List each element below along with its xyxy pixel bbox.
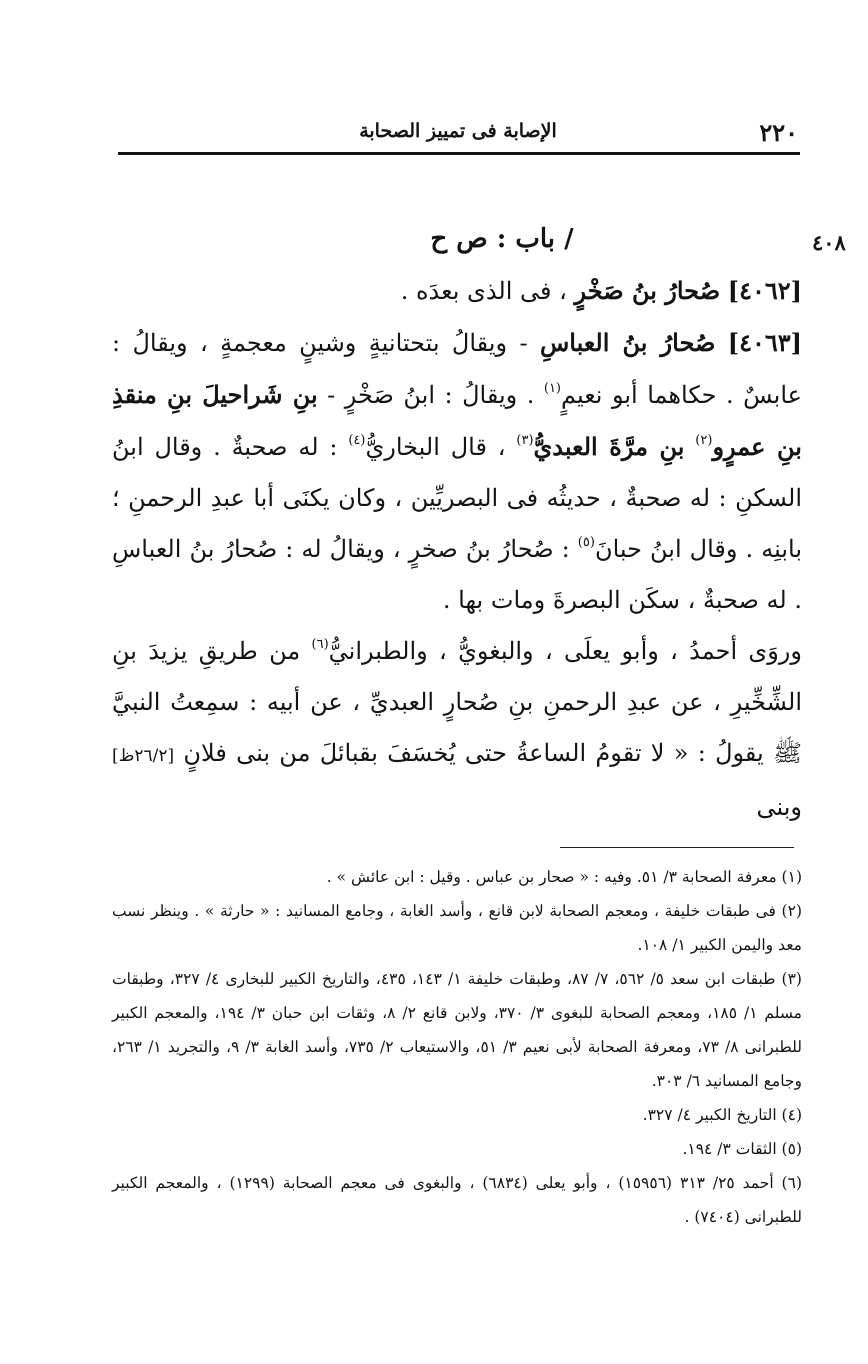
- footnote-4: (٤) التاريخ الكبير ٤/ ٣٢٧.: [642, 1106, 802, 1124]
- footnotes: [112, 860, 802, 1234]
- entry-text: ، فى الذى بعدَه .: [400, 277, 567, 305]
- entry-number: [٤٠٦٢]: [727, 276, 802, 305]
- entry-text: . ويقالُ : ابنُ صَخْرٍ -: [327, 381, 535, 409]
- footnote-rule: [560, 847, 794, 848]
- entry-name: صُحارُ بنُ صَخْرٍ: [574, 276, 721, 305]
- entry-text: من طريقِ يزيدَ بنِ الشِّخِّيرِ ، عن عبدِ الرحمنِ بنِ صُحارٍ العبديِّ ، عن أبيه : سمِعتُ النبيَّ ﷺ يقولُ : « لا تقومُ الساعةُ حتى يُخسَفَ بقبائلَ من بنى فلانٍ: [112, 637, 803, 767]
- lineage-name: بنِ شَراحيلَ بنِ منقذِ بنِ عمرٍو: [112, 380, 802, 461]
- footnote-6: (٦) أحمد ٢٥/ ٣١٣ (١٥٩٥٦) ، وأبو يعلى (٦٨٣٤) ، والبغوى فى معجم الصحابة (١٢٩٩) ، والمعجم الكبير للطبرانى (٧٤٠٤) .: [112, 1174, 802, 1226]
- entry-name: صُحارُ بنُ العباسِ: [539, 328, 716, 357]
- entry-text: : له صحبةٌ . وقال ابنُ السكنِ : له صحبةٌ ، حديثُه فى البصريِّين ، وكان يكنَى أبا عبدِ الرحمنِ ؛ بابنِه . وقال ابنُ حبانَ: [112, 433, 802, 563]
- running-title: الإصابة فى تمييز الصحابة: [359, 120, 557, 142]
- entry-number: [٤٠٦٣]: [727, 328, 802, 357]
- footnote-ref[interactable]: (٥): [577, 535, 595, 550]
- lineage-name: بنِ مرَّةَ العبديُّ: [533, 432, 685, 461]
- riwaya-paragraph: [112, 626, 802, 833]
- entry-text: وبنى: [756, 793, 802, 821]
- page-number: ٢٢٠: [759, 118, 798, 147]
- footnote-ref[interactable]: (٢): [695, 433, 713, 448]
- manuscript-ref: [٢٦/٢ظ]: [112, 746, 175, 766]
- footnote-3: (٣) طبقات ابن سعد ٥/ ٥٦٢، ٧/ ٨٧، وطبقات خليفة ١/ ١٤٣، ٤٣٥، والتاريخ الكبير للبخارى ٤/ ٣٢٧، وطبقات مسلم ١/ ١٨٥، ومعجم الصحابة للبغوى ٣/ ٣٧٠، ولابن قانع ٢/ ٨، وثقات ابن حبان ٣/ ١٩٤، والمعجم الكبير للطبرانى ٨/ ٧٣، ومعرفة الصحابة لأبى نعيم ٣/ ٥١، والاستيعاب ٢/ ٧٣٥، وأسد الغابة ٣/ ٩، والتجريد ١/ ٢٦٣، وجامع المسانيد ٦/ ٣٠٣.: [112, 970, 802, 1090]
- footnote-ref[interactable]: (٤): [348, 433, 366, 448]
- entry-4062: [112, 265, 802, 317]
- entry-text: - ويقالُ بتحتانيةٍ وشينٍ معجمةٍ ، ويقالُ : عابسٌ . حكاهما أبو نعيمٍ: [112, 329, 802, 409]
- page-header: [118, 112, 798, 152]
- footnote-5: (٥) الثقات ٣/ ١٩٤.: [682, 1140, 802, 1158]
- chapter-heading: / باب : ص ح: [430, 224, 574, 254]
- margin-note: ٤٠٨: [812, 230, 846, 255]
- entry-text: وروَى أحمدُ ، وأبو يعلَى ، والبغويُّ ، والطبرانيُّ: [328, 637, 802, 665]
- entry-4063: [112, 317, 802, 626]
- entry-text: ، قال البخاريُّ: [365, 433, 506, 461]
- footnote-2: (٢) فى طبقات خليفة ، ومعجم الصحابة لابن قانع ، وأسد الغابة ، وجامع المسانيد : « حارثة » . وينظر نسب معد واليمن الكبير ١/ ١٠٨.: [112, 902, 802, 954]
- footnote-ref[interactable]: (٣): [516, 433, 534, 448]
- main-text: [112, 214, 802, 833]
- footnote-ref[interactable]: (١): [543, 381, 561, 396]
- footnote-ref[interactable]: (٦): [311, 637, 329, 652]
- footnote-1: (١) معرفة الصحابة ٣/ ٥١. وفيه : « صحار بن عباس . وقيل : ابن عائش » .: [326, 868, 802, 886]
- header-rule: [118, 152, 800, 155]
- entry-text: : صُحارُ بنُ صخرٍ ، ويقالُ له : صُحارُ بنُ العباسِ . له صحبةٌ ، سكَن البصرةَ ومات بها .: [112, 535, 802, 614]
